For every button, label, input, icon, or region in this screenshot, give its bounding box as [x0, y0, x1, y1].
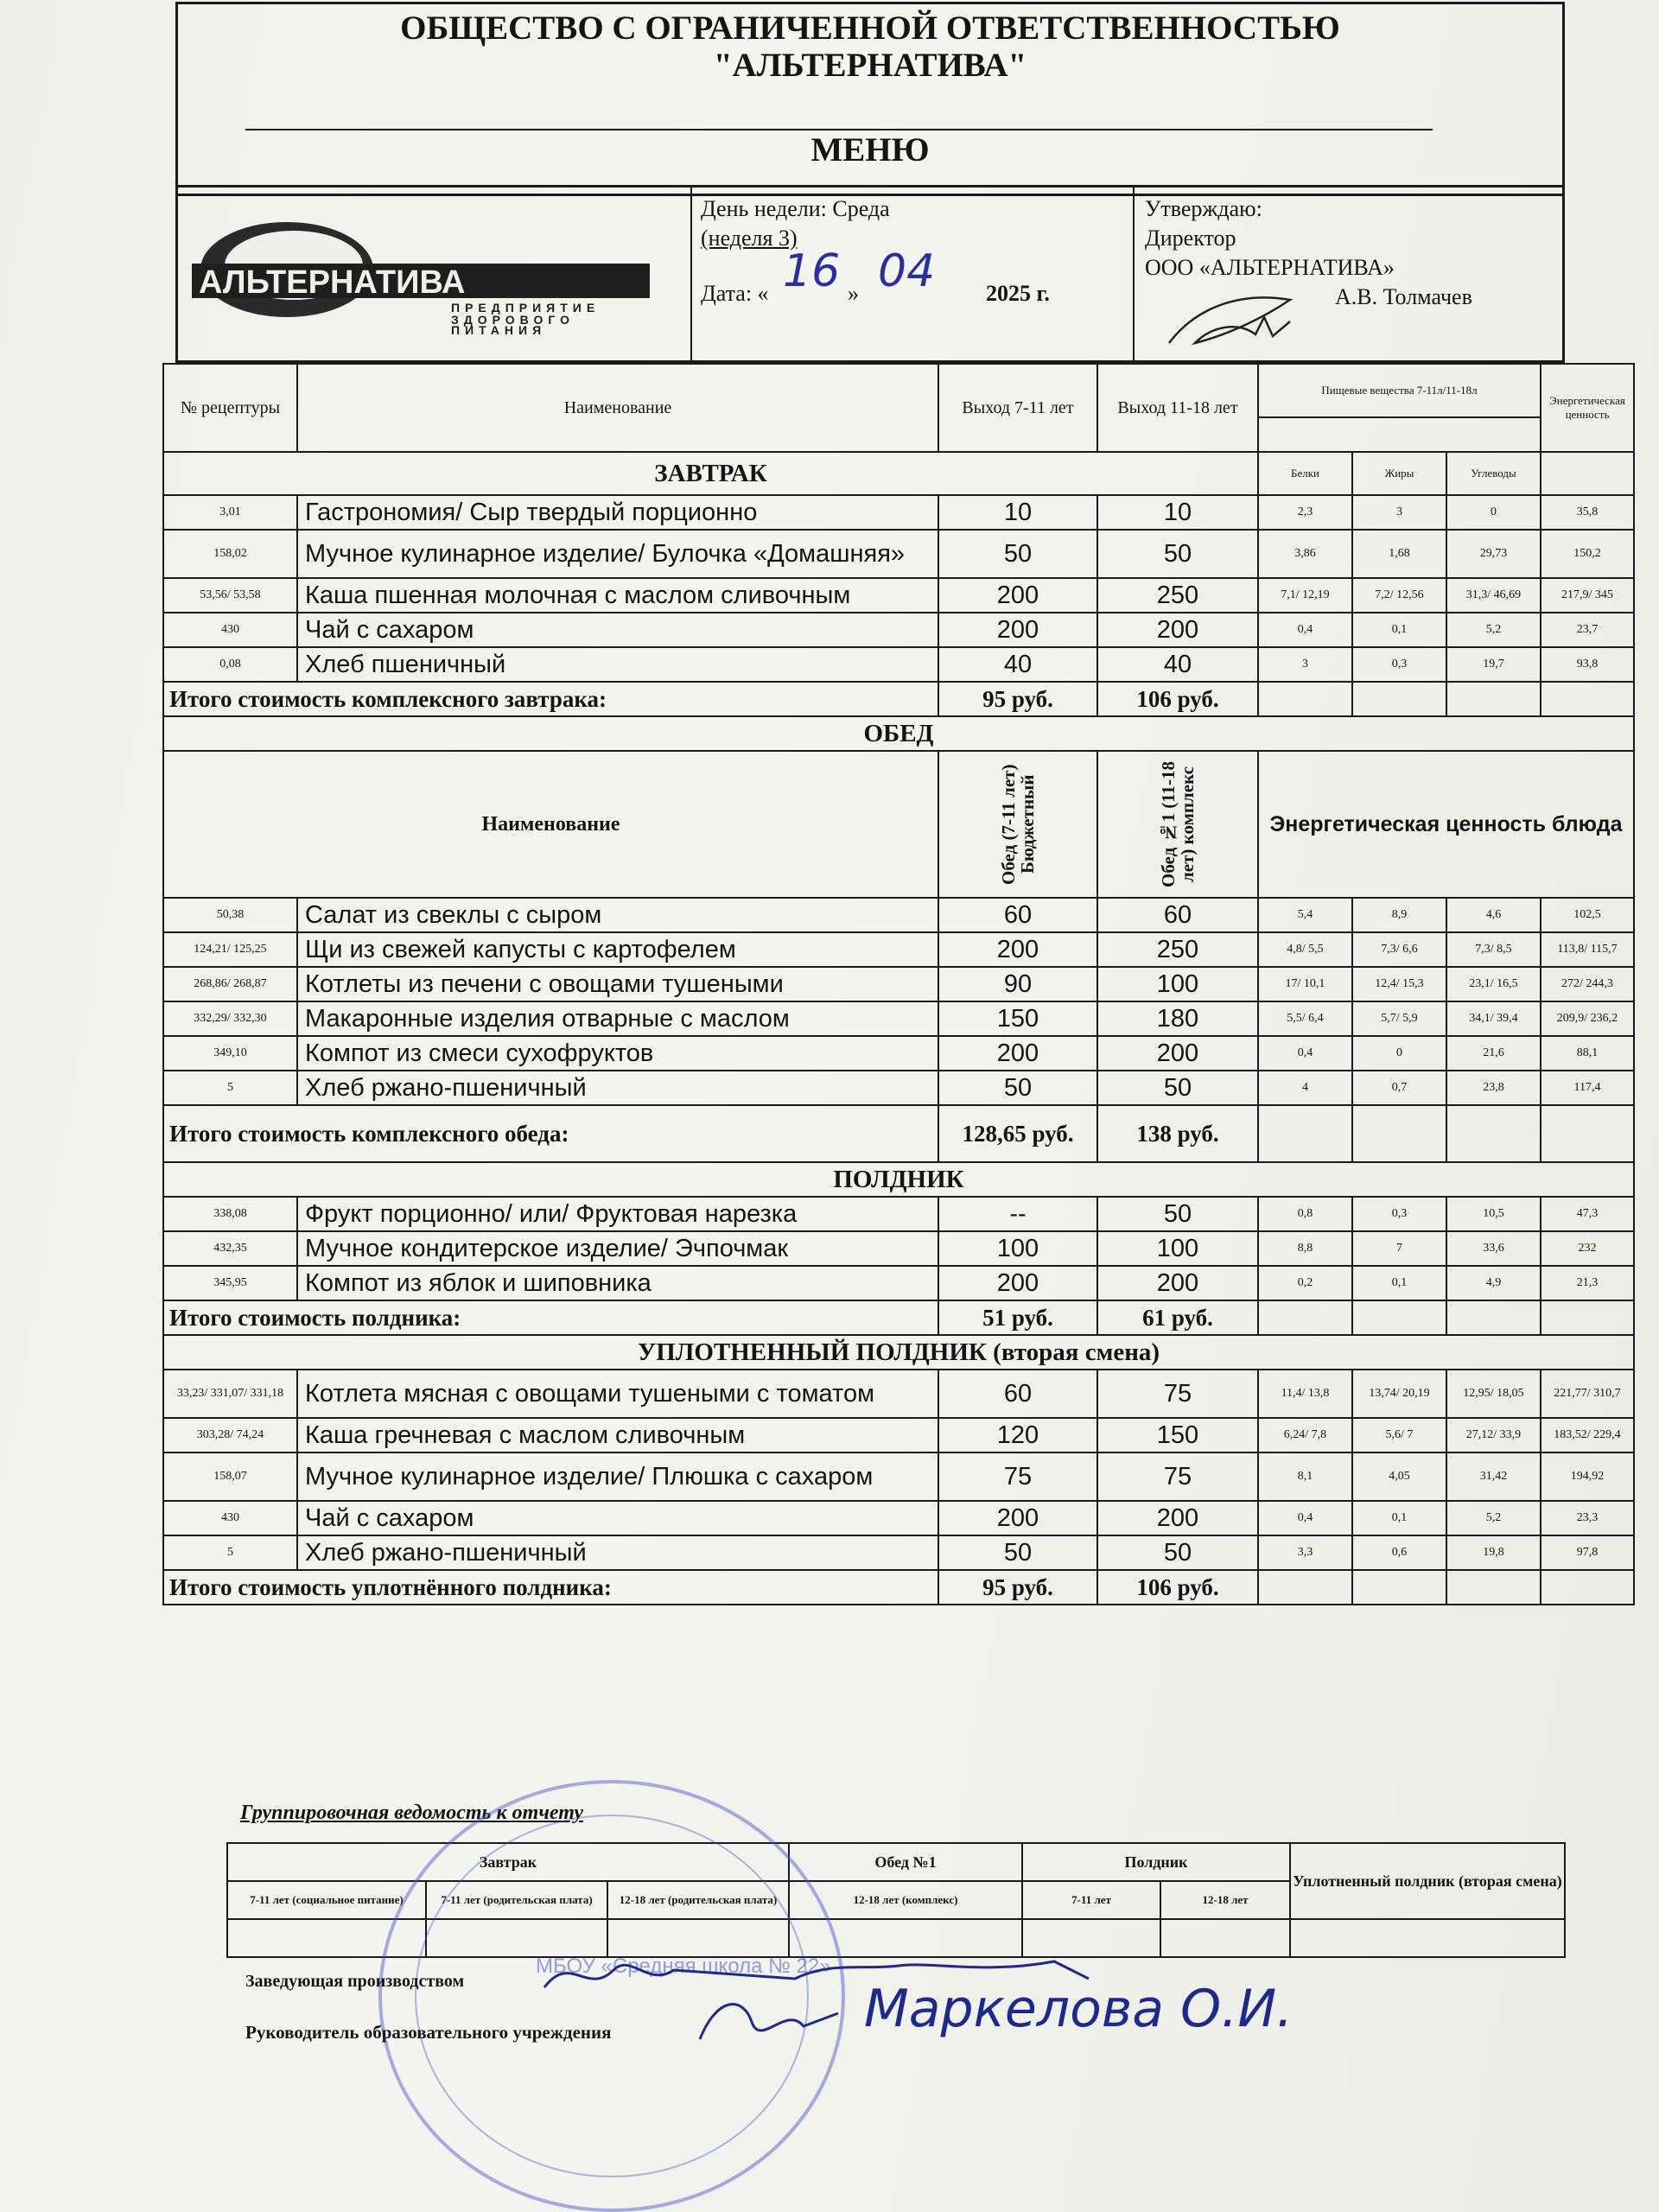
dish-name: Каша пшенная молочная с маслом сливочным: [297, 578, 938, 613]
carb-value: 23,8: [1446, 1071, 1541, 1105]
protein-value: 4,8/ 5,5: [1258, 932, 1352, 967]
protein-value: 0,4: [1258, 1036, 1352, 1071]
energy-value: 209,9/ 236,2: [1541, 1001, 1634, 1036]
dish-name: Котлета мясная с овощами тушеными с томатом: [297, 1370, 938, 1418]
svg-text:ЗДОРОВОГО: ЗДОРОВОГО: [451, 313, 575, 327]
empty-cell: [1258, 1570, 1352, 1605]
energy-value: 47,3: [1541, 1197, 1634, 1231]
portion-11-18: 50: [1097, 530, 1258, 578]
portion-7-11: 200: [938, 1266, 1097, 1300]
table-row: [163, 1370, 1634, 1418]
fat-value: 0,7: [1352, 1071, 1446, 1105]
grp-col-snack-12: 12-18 лет: [1160, 1881, 1290, 1919]
dish-name: Чай с сахаром: [297, 1501, 938, 1535]
carb-value: 5,2: [1446, 613, 1541, 647]
recipe-code: 332,29/ 332,30: [163, 1001, 297, 1036]
fat-value: 0,3: [1352, 1197, 1446, 1231]
empty-cell: [1352, 1570, 1446, 1605]
table-row: [163, 530, 1634, 578]
total-label: Итого стоимость комплексного завтрака:: [163, 682, 938, 716]
document-header: [175, 2, 1565, 196]
dish-name: Мучное кулинарное изделие/ Плюшка с сахаром: [297, 1452, 938, 1501]
total-price-7-11: 128,65 руб.: [938, 1105, 1097, 1162]
total-label: Итого стоимость полдника:: [163, 1300, 938, 1335]
table-row: [163, 898, 1634, 932]
week-number: (неделя 3): [701, 226, 798, 251]
logo-brand: АЛЬТЕРНАТИВА: [199, 264, 466, 301]
recipe-code: 53,56/ 53,58: [163, 578, 297, 613]
stamp-text: МБОУ «Средняя школа № 22»: [536, 1955, 831, 1978]
portion-7-11: 75: [938, 1452, 1097, 1501]
section-row: [163, 1162, 1634, 1197]
day-block: [692, 188, 1135, 360]
col-energy: Энергетическая ценность: [1541, 364, 1634, 452]
portion-7-11: 90: [938, 967, 1097, 1001]
protein-value: 8,1: [1258, 1452, 1352, 1501]
grp-col-parent-7: 7-11 лет (родительская плата): [426, 1881, 607, 1919]
portion-7-11: 200: [938, 1501, 1097, 1535]
empty-cell: [1446, 1300, 1541, 1335]
fat-value: 0,6: [1352, 1535, 1446, 1570]
recipe-code: 432,35: [163, 1231, 297, 1266]
table-row: [163, 495, 1634, 530]
menu-title: МЕНЮ: [810, 131, 930, 168]
recipe-code: 5: [163, 1071, 297, 1105]
portion-11-18: 75: [1097, 1452, 1258, 1501]
fat-value: 7,2/ 12,56: [1352, 578, 1446, 613]
protein-value: 17/ 10,1: [1258, 967, 1352, 1001]
protein-value: 4: [1258, 1071, 1352, 1105]
fat-value: 4,05: [1352, 1452, 1446, 1501]
recipe-code: 345,95: [163, 1266, 297, 1300]
energy-value: 217,9/ 345: [1541, 578, 1634, 613]
carb-value: 5,2: [1446, 1501, 1541, 1535]
carb-value: 7,3/ 8,5: [1446, 932, 1541, 967]
recipe-code: 430: [163, 1501, 297, 1535]
protein-value: 3: [1258, 647, 1352, 682]
table-row: [163, 1452, 1634, 1501]
portion-11-18: 100: [1097, 967, 1258, 1001]
carb-value: 12,95/ 18,05: [1446, 1370, 1541, 1418]
col-carb: Углеводы: [1446, 452, 1541, 495]
protein-value: 11,4/ 13,8: [1258, 1370, 1352, 1418]
energy-value: 23,7: [1541, 613, 1634, 647]
org-name-line2: "АЛЬТЕРНАТИВА": [713, 47, 1027, 84]
carb-value: 21,6: [1446, 1036, 1541, 1071]
fat-value: 0: [1352, 1036, 1446, 1071]
recipe-code: 124,21/ 125,25: [163, 932, 297, 967]
portion-7-11: 120: [938, 1418, 1097, 1452]
production-head-label: Заведующая производством: [245, 1972, 465, 1991]
header-row: [163, 364, 1634, 417]
approval-block: [1135, 188, 1562, 360]
portion-11-18: 75: [1097, 1370, 1258, 1418]
grp-lunch1: Обед №1: [789, 1843, 1022, 1881]
fat-value: 1,68: [1352, 530, 1446, 578]
recipe-code: 430: [163, 613, 297, 647]
table-row: [163, 613, 1634, 647]
section-title: ОБЕД: [163, 716, 1634, 751]
lunch-col-name: Наименование: [163, 751, 938, 898]
portion-11-18: 60: [1097, 898, 1258, 932]
carb-value: 19,8: [1446, 1535, 1541, 1570]
empty-cell: [1541, 452, 1634, 495]
dish-name: Гастрономия/ Сыр твердый порционно: [297, 495, 938, 530]
protein-value: 0,4: [1258, 613, 1352, 647]
dish-name: Котлеты из печени с овощами тушеными: [297, 967, 938, 1001]
protein-value: 0,8: [1258, 1197, 1352, 1231]
portion-11-18: 150: [1097, 1418, 1258, 1452]
lunch-col-11-18-label: Обед №1 (11-18 лет) комплекс: [1158, 760, 1198, 888]
carb-value: 23,1/ 16,5: [1446, 967, 1541, 1001]
weekday: День недели: Среда: [701, 196, 890, 221]
empty-cell: [1258, 1105, 1352, 1162]
date-year: 2025 г.: [986, 281, 1050, 306]
total-row: [163, 1105, 1634, 1162]
recipe-code: 33,23/ 331,07/ 331,18: [163, 1370, 297, 1418]
portion-11-18: 100: [1097, 1231, 1258, 1266]
fat-value: 3: [1352, 495, 1446, 530]
group-statement-title: Группировочная ведомость к отчету: [240, 1802, 583, 1824]
dish-name: Компот из яблок и шиповника: [297, 1266, 938, 1300]
school-head-handwritten-name: Маркелова О.И.: [864, 1979, 1294, 2039]
section-row: [163, 716, 1634, 751]
col-recipe-code: № рецептуры: [163, 364, 297, 452]
portion-7-11: 100: [938, 1231, 1097, 1266]
portion-7-11: 60: [938, 898, 1097, 932]
fat-value: 13,74/ 20,19: [1352, 1370, 1446, 1418]
total-row: [163, 1570, 1634, 1605]
portion-11-18: 250: [1097, 578, 1258, 613]
table-row: [163, 1501, 1634, 1535]
total-price-11-18: 61 руб.: [1097, 1300, 1258, 1335]
director-signature: [1160, 283, 1316, 352]
table-row: [163, 1418, 1634, 1452]
portion-7-11: --: [938, 1197, 1097, 1231]
table-row: [163, 1231, 1634, 1266]
col-output-7-11: Выход 7-11 лет: [938, 364, 1097, 452]
recipe-code: 0,08: [163, 647, 297, 682]
recipe-code: 338,08: [163, 1197, 297, 1231]
recipe-code: 303,28/ 74,24: [163, 1418, 297, 1452]
portion-11-18: 10: [1097, 495, 1258, 530]
carb-value: 31,3/ 46,69: [1446, 578, 1541, 613]
portion-7-11: 40: [938, 647, 1097, 682]
dish-name: Щи из свежей капусты с картофелем: [297, 932, 938, 967]
carb-value: 27,12/ 33,9: [1446, 1418, 1541, 1452]
dish-name: Хлеб пшеничный: [297, 647, 938, 682]
svg-text:ПИТАНИЯ: ПИТАНИЯ: [451, 323, 547, 334]
dish-name: Макаронные изделия отварные с маслом: [297, 1001, 938, 1036]
date-line: Дата: « 16 » 04 2025 г.: [701, 279, 1124, 308]
grp-breakfast: Завтрак: [227, 1843, 789, 1881]
energy-value: 23,3: [1541, 1501, 1634, 1535]
handwritten-day: 16: [783, 245, 841, 297]
portion-7-11: 150: [938, 1001, 1097, 1036]
table-row: [163, 967, 1634, 1001]
fat-value: 8,9: [1352, 898, 1446, 932]
section-title: ПОЛДНИК: [163, 1162, 1634, 1197]
energy-value: 21,3: [1541, 1266, 1634, 1300]
protein-value: 3,86: [1258, 530, 1352, 578]
protein-value: 3,3: [1258, 1535, 1352, 1570]
grp-col-complex: 12-18 лет (комплекс): [789, 1881, 1022, 1919]
fat-value: 12,4/ 15,3: [1352, 967, 1446, 1001]
protein-value: 5,4: [1258, 898, 1352, 932]
dish-name: Салат из свеклы с сыром: [297, 898, 938, 932]
fat-value: 0,1: [1352, 613, 1446, 647]
table-row: [163, 1266, 1634, 1300]
energy-value: 102,5: [1541, 898, 1634, 932]
total-price-7-11: 51 руб.: [938, 1300, 1097, 1335]
info-band: [175, 185, 1565, 363]
recipe-code: 5: [163, 1535, 297, 1570]
table-row: [163, 932, 1634, 967]
grp-col-social: 7-11 лет (социальное питание): [227, 1881, 426, 1919]
fat-value: 7: [1352, 1231, 1446, 1266]
protein-value: 7,1/ 12,19: [1258, 578, 1352, 613]
carb-value: 4,9: [1446, 1266, 1541, 1300]
grp-col-snack-7: 7-11 лет: [1022, 1881, 1160, 1919]
carb-value: 31,42: [1446, 1452, 1541, 1501]
energy-value: 232: [1541, 1231, 1634, 1266]
portion-11-18: 200: [1097, 613, 1258, 647]
portion-7-11: 50: [938, 1535, 1097, 1570]
energy-value: 113,8/ 115,7: [1541, 932, 1634, 967]
dish-name: Чай с сахаром: [297, 613, 938, 647]
approve-label: Утверждаю:: [1145, 196, 1262, 221]
fat-value: 7,3/ 6,6: [1352, 932, 1446, 967]
recipe-code: 349,10: [163, 1036, 297, 1071]
fat-value: 0,3: [1352, 647, 1446, 682]
table-row: [163, 1001, 1634, 1036]
portion-11-18: 50: [1097, 1535, 1258, 1570]
empty-cell: [1258, 682, 1352, 716]
carb-value: 10,5: [1446, 1197, 1541, 1231]
total-label: Итого стоимость комплексного обеда:: [163, 1105, 938, 1162]
section-title: УПЛОТНЕННЫЙ ПОЛДНИК (вторая смена): [163, 1335, 1634, 1370]
portion-7-11: 50: [938, 530, 1097, 578]
carb-value: 34,1/ 39,4: [1446, 1001, 1541, 1036]
energy-value: 272/ 244,3: [1541, 967, 1634, 1001]
portion-11-18: 200: [1097, 1036, 1258, 1071]
fat-value: 5,7/ 5,9: [1352, 1001, 1446, 1036]
carb-value: 33,6: [1446, 1231, 1541, 1266]
empty-cell: [1541, 1105, 1634, 1162]
total-price-11-18: 106 руб.: [1097, 1570, 1258, 1605]
dish-name: Компот из смеси сухофруктов: [297, 1036, 938, 1071]
empty-cell: [1352, 1105, 1446, 1162]
protein-value: 0,2: [1258, 1266, 1352, 1300]
protein-value: 5,5/ 6,4: [1258, 1001, 1352, 1036]
col-fat: Жиры: [1352, 452, 1446, 495]
fat-value: 5,6/ 7: [1352, 1418, 1446, 1452]
energy-value: 221,77/ 310,7: [1541, 1370, 1634, 1418]
portion-7-11: 10: [938, 495, 1097, 530]
empty-cell: [1258, 417, 1541, 452]
school-head-signature: [691, 1987, 864, 2056]
approve-company: ООО «АЛЬТЕРНАТИВА»: [1145, 255, 1395, 280]
portion-11-18: 180: [1097, 1001, 1258, 1036]
portion-11-18: 200: [1097, 1501, 1258, 1535]
header-row: [163, 751, 1634, 898]
table-row: [163, 1535, 1634, 1570]
school-head-label: Руководитель образовательного учреждения: [245, 2022, 612, 2043]
portion-7-11: 200: [938, 578, 1097, 613]
table-row: [163, 578, 1634, 613]
section-row: [163, 452, 1634, 495]
col-protein: Белки: [1258, 452, 1352, 495]
protein-value: 6,24/ 7,8: [1258, 1418, 1352, 1452]
table-row: [163, 647, 1634, 682]
portion-11-18: 40: [1097, 647, 1258, 682]
lunch-col-energy: Энергетическая ценность блюда: [1258, 751, 1634, 898]
energy-value: 194,92: [1541, 1452, 1634, 1501]
total-price-7-11: 95 руб.: [938, 682, 1097, 716]
logo-mark: [192, 222, 658, 334]
empty-cell: [1352, 1300, 1446, 1335]
approve-position: Директор: [1145, 226, 1236, 251]
fat-value: 0,1: [1352, 1501, 1446, 1535]
col-output-11-18: Выход 11-18 лет: [1097, 364, 1258, 452]
total-price-11-18: 138 руб.: [1097, 1105, 1258, 1162]
energy-value: 35,8: [1541, 495, 1634, 530]
recipe-code: 3,01: [163, 495, 297, 530]
dish-name: Фрукт порционно/ или/ Фруктовая нарезка: [297, 1197, 938, 1231]
grp-snack: Полдник: [1022, 1843, 1290, 1881]
lunch-col-11-18: [1097, 751, 1258, 898]
dish-name: Мучное кондитерское изделие/ Эчпочмак: [297, 1231, 938, 1266]
portion-11-18: 200: [1097, 1266, 1258, 1300]
energy-value: 117,4: [1541, 1071, 1634, 1105]
empty-cell: [1446, 1105, 1541, 1162]
energy-value: 97,8: [1541, 1535, 1634, 1570]
section-title: ЗАВТРАК: [163, 452, 1258, 495]
total-row: [163, 1300, 1634, 1335]
dish-name: Хлеб ржано-пшеничный: [297, 1535, 938, 1570]
carb-value: 29,73: [1446, 530, 1541, 578]
recipe-code: 158,07: [163, 1452, 297, 1501]
recipe-code: 158,02: [163, 530, 297, 578]
company-logo: [178, 188, 692, 360]
empty-cell: [1352, 682, 1446, 716]
empty-cell: [1258, 1300, 1352, 1335]
energy-value: 183,52/ 229,4: [1541, 1418, 1634, 1452]
dish-name: Хлеб ржано-пшеничный: [297, 1071, 938, 1105]
carb-value: 19,7: [1446, 647, 1541, 682]
empty-cell: [1446, 682, 1541, 716]
energy-value: 93,8: [1541, 647, 1634, 682]
protein-value: 2,3: [1258, 495, 1352, 530]
svg-text:ПРЕДПРИЯТИЕ: ПРЕДПРИЯТИЕ: [451, 301, 601, 315]
protein-value: 8,8: [1258, 1231, 1352, 1266]
section-row: [163, 1335, 1634, 1370]
recipe-code: 50,38: [163, 898, 297, 932]
recipe-code: 268,86/ 268,87: [163, 967, 297, 1001]
empty-cell: [1541, 1570, 1634, 1605]
carb-value: 4,6: [1446, 898, 1541, 932]
org-name-line1: ОБЩЕСТВО С ОГРАНИЧЕННОЙ ОТВЕТСТВЕННОСТЬЮ: [400, 10, 1340, 47]
menu-table: [162, 363, 1635, 1605]
portion-7-11: 60: [938, 1370, 1097, 1418]
empty-cell: [1541, 682, 1634, 716]
total-label: Итого стоимость уплотнённого полдника:: [163, 1570, 938, 1605]
energy-value: 150,2: [1541, 530, 1634, 578]
dish-name: Каша гречневая с маслом сливочным: [297, 1418, 938, 1452]
portion-7-11: 50: [938, 1071, 1097, 1105]
table-row: [163, 1197, 1634, 1231]
portion-7-11: 200: [938, 1036, 1097, 1071]
carb-value: 0: [1446, 495, 1541, 530]
total-price-11-18: 106 руб.: [1097, 682, 1258, 716]
portion-11-18: 50: [1097, 1197, 1258, 1231]
grp-col-parent-12: 12-18 лет (родительская плата): [607, 1881, 789, 1919]
approve-director-name: А.В. Толмачев: [1335, 284, 1472, 309]
protein-value: 0,4: [1258, 1501, 1352, 1535]
empty-cell: [1541, 1300, 1634, 1335]
col-name: Наименование: [297, 364, 938, 452]
portion-11-18: 50: [1097, 1071, 1258, 1105]
total-price-7-11: 95 руб.: [938, 1570, 1097, 1605]
portion-11-18: 250: [1097, 932, 1258, 967]
dish-name: Мучное кулинарное изделие/ Булочка «Домашняя»: [297, 530, 938, 578]
portion-7-11: 200: [938, 613, 1097, 647]
table-row: [163, 1071, 1634, 1105]
col-nutrients: Пищевые вещества 7-11л/11-18л: [1258, 364, 1541, 417]
portion-7-11: 200: [938, 932, 1097, 967]
grp-snack2: Уплотненный полдник (вторая смена): [1290, 1843, 1565, 1919]
fat-value: 0,1: [1352, 1266, 1446, 1300]
empty-cell: [1446, 1570, 1541, 1605]
table-row: [163, 1036, 1634, 1071]
total-row: [163, 682, 1634, 716]
handwritten-month: 04: [878, 245, 936, 297]
lunch-col-7-11: [938, 751, 1097, 898]
lunch-col-7-11-label: Обед (7-11 лет) Бюджетный: [998, 764, 1038, 885]
energy-value: 88,1: [1541, 1036, 1634, 1071]
